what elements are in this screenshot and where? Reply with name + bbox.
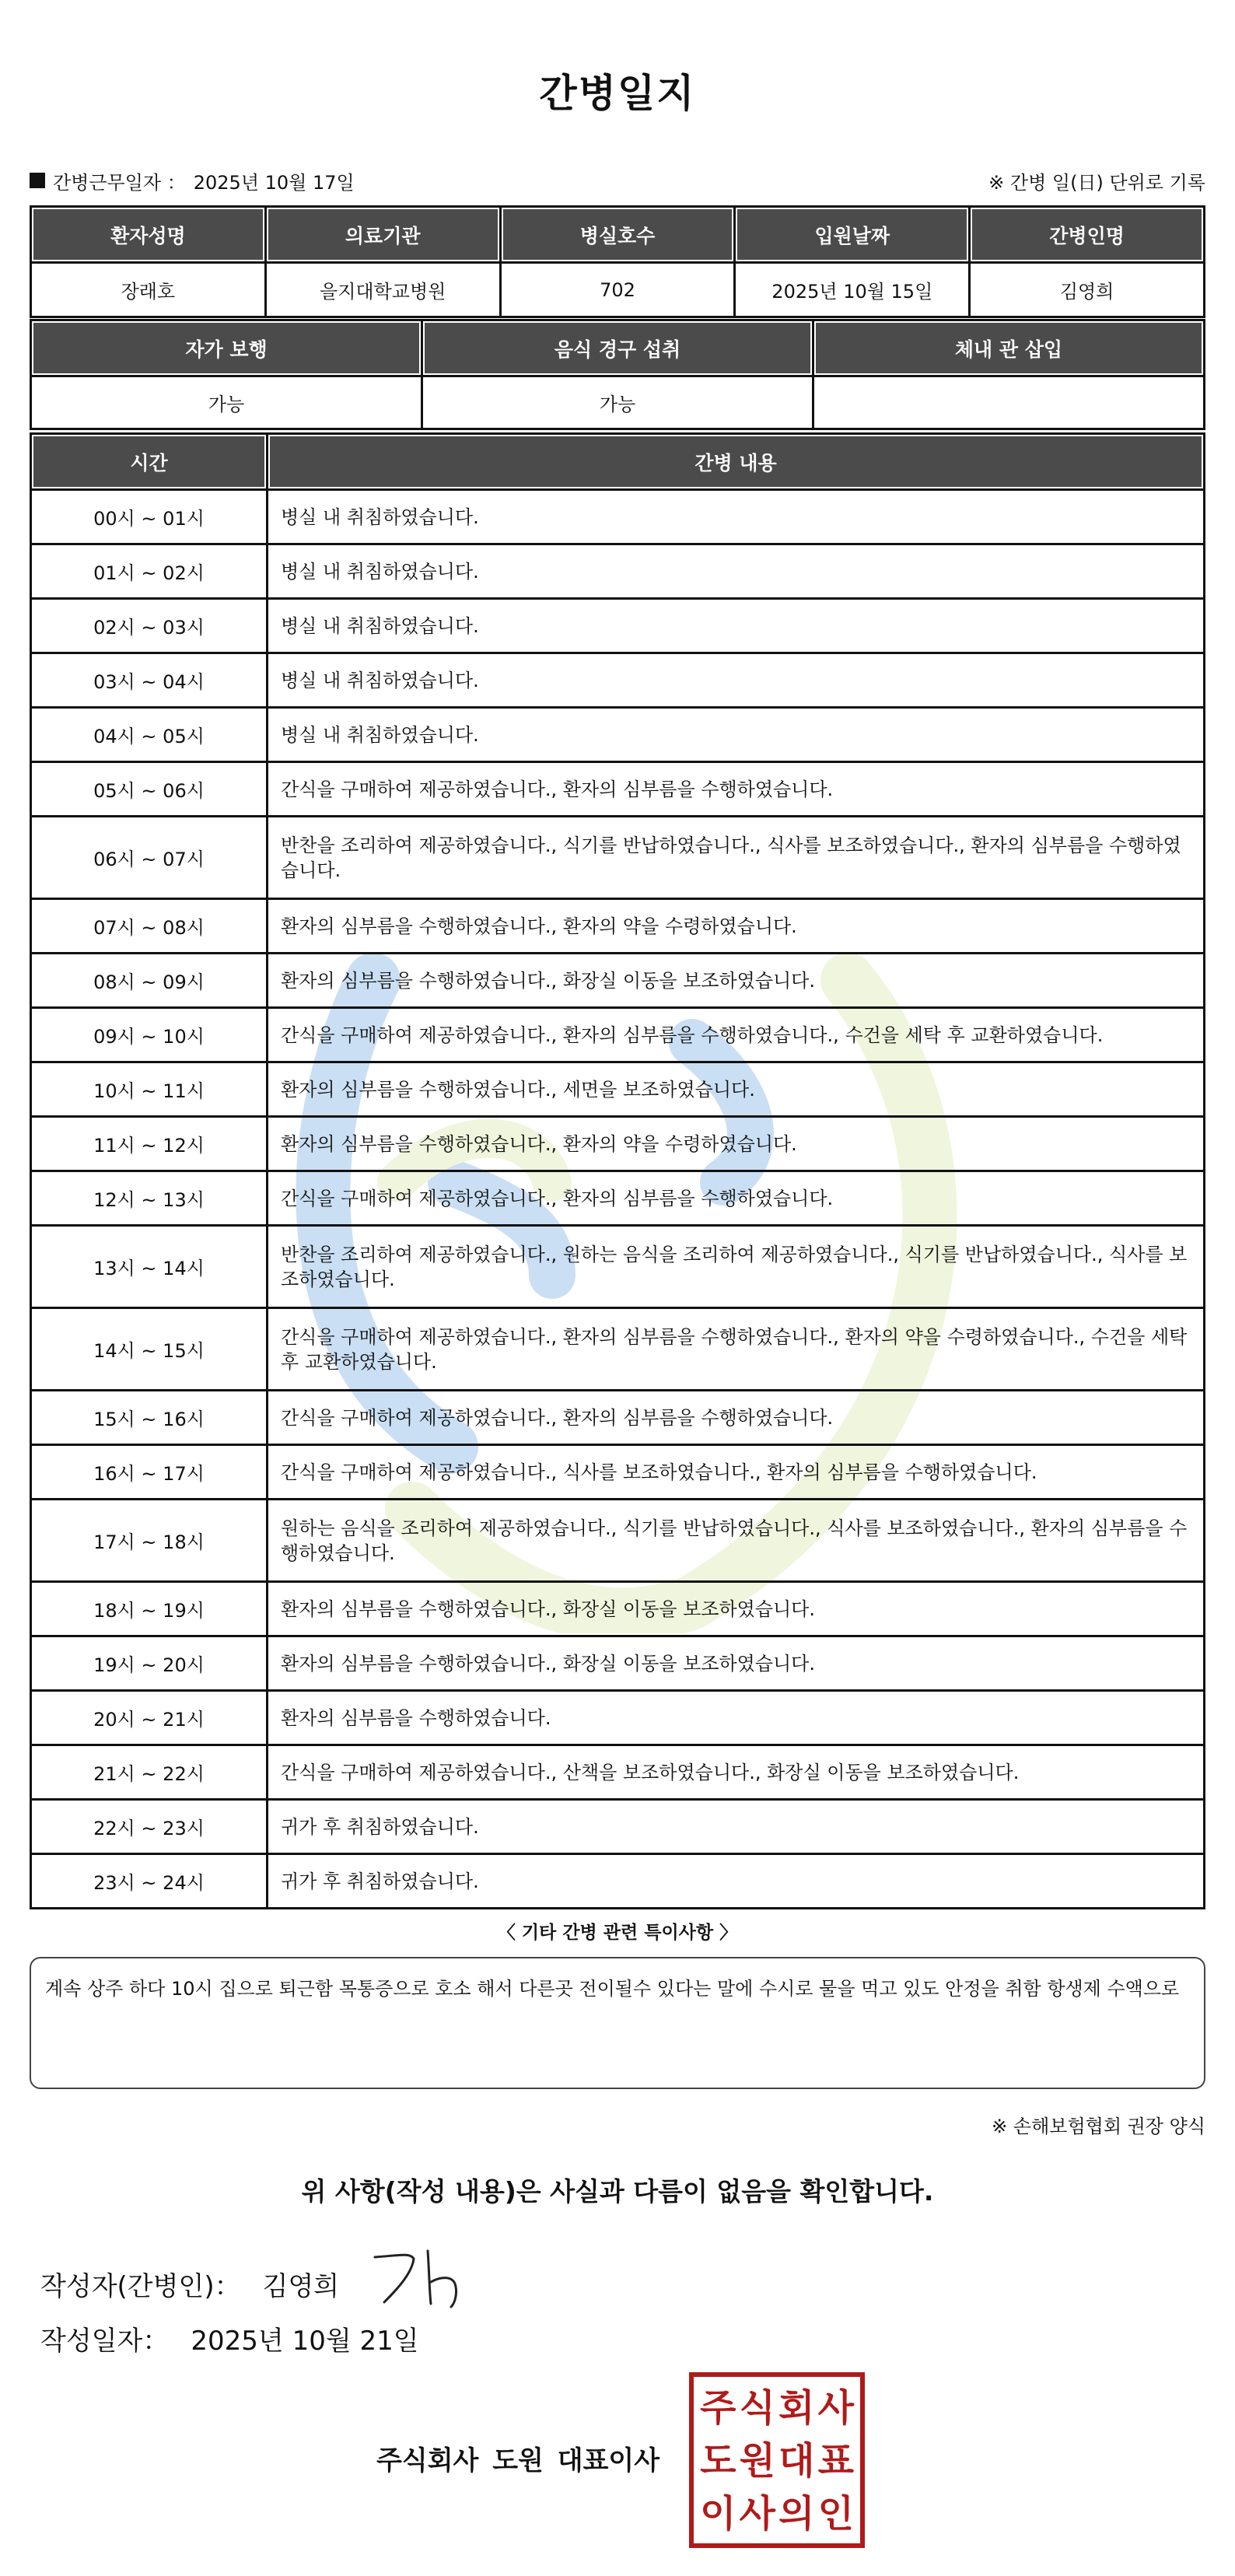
- care-log-content: 환자의 심부름을 수행하였습니다., 화장실 이동을 보조하였습니다.: [268, 954, 1205, 1008]
- care-log-row: [31, 1854, 1205, 1909]
- patient-name: 장래호: [31, 263, 266, 317]
- care-log-row: [31, 1308, 1205, 1391]
- seal-character: 회: [778, 2386, 815, 2430]
- care-log-row: [31, 708, 1205, 762]
- care-log-time: 17시 ~ 18시: [31, 1500, 268, 1582]
- seal-character: 표: [817, 2439, 854, 2483]
- care-log-time: 01시 ~ 02시: [31, 544, 268, 599]
- care-log-row: [31, 599, 1205, 653]
- seal-character: 의: [778, 2492, 815, 2536]
- seal-character: 이: [700, 2492, 736, 2536]
- care-log-time: 23시 ~ 24시: [31, 1854, 268, 1909]
- written-date-label: 작성일자：: [40, 2326, 170, 2357]
- care-log-content: 환자의 심부름을 수행하였습니다.: [268, 1691, 1205, 1745]
- patient-status-table: [30, 319, 1205, 430]
- work-date-value: 2025년 10월 17일: [193, 171, 355, 194]
- care-log-content: 간식을 구매하여 제공하였습니다., 환자의 심부름을 수행하였습니다.: [268, 1391, 1205, 1445]
- self-walking-value: 가능: [31, 376, 422, 429]
- care-log-content: 환자의 심부름을 수행하였습니다., 세면을 보조하였습니다.: [268, 1062, 1205, 1117]
- care-log-content: 간식을 구매하여 제공하였습니다., 환자의 심부름을 수행하였습니다., 환자의 약을 수령하였습니다., 수건을 세탁 후 교환하였습니다.: [268, 1308, 1205, 1391]
- care-log-time: 15시 ~ 16시: [31, 1391, 268, 1445]
- seal-character: 원: [739, 2439, 775, 2483]
- header-care-content: 간병 내용: [268, 434, 1205, 490]
- square-bullet-icon: [30, 173, 45, 188]
- care-log-time: 21시 ~ 22시: [31, 1745, 268, 1800]
- care-log-row: [31, 1062, 1205, 1117]
- company-representative: 주식회사 도원 대표이사: [376, 2445, 660, 2476]
- care-log-time: 14시 ~ 15시: [31, 1308, 268, 1391]
- document-title: 간병일지: [539, 71, 696, 116]
- care-log-time: 12시 ~ 13시: [31, 1171, 268, 1226]
- care-log-table: [30, 432, 1205, 1909]
- care-log-row: [31, 954, 1205, 1008]
- author-name: 김영희: [262, 2271, 340, 2302]
- care-log-time: 16시 ~ 17시: [31, 1445, 268, 1500]
- seal-character: 식: [739, 2386, 775, 2430]
- care-log-content: 병실 내 취침하였습니다.: [268, 599, 1205, 653]
- care-log-time: 09시 ~ 10시: [31, 1008, 268, 1062]
- care-log-time: 00시 ~ 01시: [31, 490, 268, 544]
- care-log-row: [31, 1008, 1205, 1062]
- care-log-row: [31, 1445, 1205, 1500]
- company-seal: [689, 2372, 865, 2548]
- special-notes-box: [30, 1957, 1205, 2089]
- care-log-time: 02시 ~ 03시: [31, 599, 268, 653]
- care-log-content: 간식을 구매하여 제공하였습니다., 식사를 보조하였습니다., 환자의 심부름을 수행하였습니다.: [268, 1445, 1205, 1500]
- care-log-body: [31, 490, 1205, 1909]
- care-log-content: 병실 내 취침하였습니다.: [268, 490, 1205, 544]
- confirmation-statement: 위 사항(작성 내용)은 사실과 다름이 없음을 확인합니다.: [301, 2176, 934, 2207]
- care-log-row: [31, 1745, 1205, 1800]
- tube-insertion-value: [813, 376, 1205, 429]
- room-number: 702: [500, 263, 735, 317]
- header-room-number: 병실호수: [500, 207, 735, 263]
- seal-character: 대: [778, 2439, 815, 2483]
- care-log-content: 귀가 후 취침하였습니다.: [268, 1854, 1205, 1909]
- care-log-row: [31, 1582, 1205, 1636]
- author-label: 작성자(간병인)：: [40, 2271, 241, 2302]
- care-log-content: 환자의 심부름을 수행하였습니다., 화장실 이동을 보조하였습니다.: [268, 1582, 1205, 1636]
- care-log-row: [31, 1636, 1205, 1691]
- care-log-time: 19시 ~ 20시: [31, 1636, 268, 1691]
- care-log-time: 13시 ~ 14시: [31, 1226, 268, 1308]
- care-log-content: 원하는 음식을 조리하여 제공하였습니다., 식기를 반납하였습니다., 식사를 보조하였습니다., 환자의 심부름을 수행하였습니다.: [268, 1500, 1205, 1582]
- care-log-row: [31, 762, 1205, 817]
- work-date-group: [30, 167, 355, 194]
- author-row: [40, 2265, 339, 2303]
- header-time: 시간: [31, 434, 268, 490]
- care-log-time: 05시 ~ 06시: [31, 762, 268, 817]
- special-notes-title: 〈 기타 간병 관련 특이사항 〉: [497, 1923, 738, 1943]
- header-hospital: 의료기관: [265, 207, 500, 263]
- care-log-content: 환자의 심부름을 수행하였습니다., 화장실 이동을 보조하였습니다.: [268, 1636, 1205, 1691]
- care-log-row: [31, 1117, 1205, 1171]
- care-log-content: 반찬을 조리하여 제공하였습니다., 식기를 반납하였습니다., 식사를 보조하였습니다., 환자의 심부름을 수행하였습니다.: [268, 817, 1205, 899]
- caregiver-name: 김영희: [970, 263, 1205, 317]
- header-oral-intake: 음식 경구 섭취: [422, 320, 813, 376]
- care-log-content: 간식을 구매하여 제공하였습니다., 환자의 심부름을 수행하였습니다.: [268, 762, 1205, 817]
- special-notes-text: 계속 상주 하다 10시 집으로 퇴근함 목통증으로 호소 해서 다른곳 전이될수 있다는 말에 수시로 물을 먹고 있도 안정을 취함 항생제 수액으로: [45, 1978, 1180, 2000]
- care-log-row: [31, 1500, 1205, 1582]
- seal-character: 사: [817, 2386, 854, 2430]
- care-log-time: 20시 ~ 21시: [31, 1691, 268, 1745]
- header-self-walking: 자가 보행: [31, 320, 422, 376]
- care-log-content: 병실 내 취침하였습니다.: [268, 544, 1205, 599]
- care-log-row: [31, 1800, 1205, 1854]
- care-log-time: 22시 ~ 23시: [31, 1800, 268, 1854]
- meta-row: [30, 165, 1205, 196]
- header-admission-date: 입원날짜: [735, 207, 970, 263]
- care-log-time: 03시 ~ 04시: [31, 653, 268, 708]
- care-log-content: 병실 내 취침하였습니다.: [268, 708, 1205, 762]
- care-log-time: 18시 ~ 19시: [31, 1582, 268, 1636]
- patient-info-table: [30, 205, 1205, 318]
- association-note: ※ 손해보험협회 권장 양식: [992, 2116, 1205, 2137]
- daily-record-note: ※ 간병 일(日) 단위로 기록: [988, 171, 1205, 194]
- header-tube-insertion: 체내 관 삽입: [813, 320, 1205, 376]
- care-log-content: 병실 내 취침하였습니다.: [268, 653, 1205, 708]
- care-log-row: [31, 1226, 1205, 1308]
- care-log-content: 환자의 심부름을 수행하였습니다., 환자의 약을 수령하였습니다.: [268, 899, 1205, 954]
- care-log-time: 07시 ~ 08시: [31, 899, 268, 954]
- hospital-name: 을지대학교병원: [265, 263, 500, 317]
- care-log-row: [31, 544, 1205, 599]
- seal-character: 도: [700, 2439, 736, 2483]
- written-date-value: 2025년 10월 21일: [191, 2326, 419, 2357]
- care-log-row: [31, 1691, 1205, 1745]
- care-log-row: [31, 653, 1205, 708]
- care-log-content: 간식을 구매하여 제공하였습니다., 산책을 보조하였습니다., 화장실 이동을 보조하였습니다.: [268, 1745, 1205, 1800]
- header-patient-name: 환자성명: [31, 207, 266, 263]
- seal-character: 인: [817, 2492, 854, 2536]
- handwritten-signature: [367, 2242, 476, 2312]
- care-log-time: 04시 ~ 05시: [31, 708, 268, 762]
- care-log-content: 간식을 구매하여 제공하였습니다., 환자의 심부름을 수행하였습니다.: [268, 1171, 1205, 1226]
- work-date-label: 간병근무일자 ：: [53, 171, 186, 194]
- seal-character: 사: [739, 2492, 775, 2536]
- care-log-row: [31, 1171, 1205, 1226]
- care-log-time: 06시 ~ 07시: [31, 817, 268, 899]
- care-log-content: 귀가 후 취침하였습니다.: [268, 1800, 1205, 1854]
- care-log-content: 반찬을 조리하여 제공하였습니다., 원하는 음식을 조리하여 제공하였습니다., 식기를 반납하였습니다., 식사를 보조하였습니다.: [268, 1226, 1205, 1308]
- care-log-time: 10시 ~ 11시: [31, 1062, 268, 1117]
- care-log-time: 11시 ~ 12시: [31, 1117, 268, 1171]
- written-date-row: [40, 2319, 419, 2357]
- oral-intake-value: 가능: [422, 376, 813, 429]
- care-log-time: 08시 ~ 09시: [31, 954, 268, 1008]
- care-log-row: [31, 1391, 1205, 1445]
- care-log-row: [31, 899, 1205, 954]
- header-caregiver-name: 간병인명: [970, 207, 1205, 263]
- care-log-row: [31, 817, 1205, 899]
- care-log-row: [31, 490, 1205, 544]
- care-log-content: 간식을 구매하여 제공하였습니다., 환자의 심부름을 수행하였습니다., 수건을 세탁 후 교환하였습니다.: [268, 1008, 1205, 1062]
- admission-date: 2025년 10월 15일: [735, 263, 970, 317]
- care-log-content: 환자의 심부름을 수행하였습니다., 환자의 약을 수령하였습니다.: [268, 1117, 1205, 1171]
- seal-character: 주: [700, 2386, 736, 2430]
